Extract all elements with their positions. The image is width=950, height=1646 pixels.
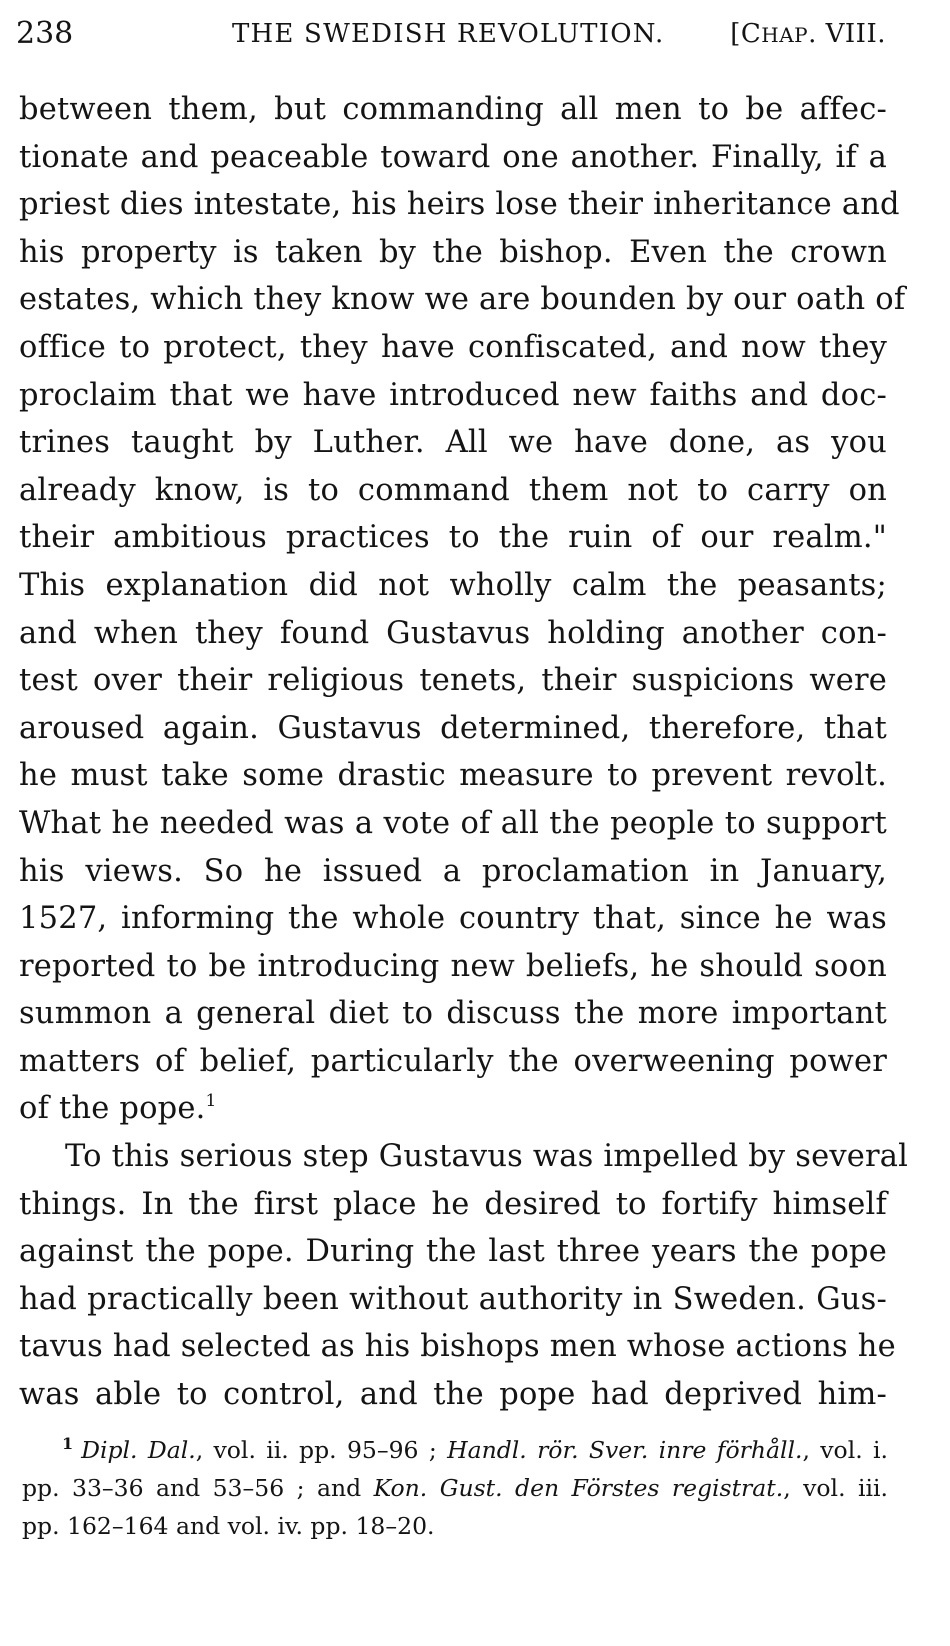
- footnote-line: pp. 162–164 and vol. iv. pp. 18–20.: [22, 1512, 435, 1540]
- chapter-label: [730, 14, 886, 55]
- chapter-label-rest: . VIII.: [808, 19, 886, 49]
- footnote: [22, 1431, 888, 1545]
- citation-detail: pp. 33–36 and 53–56 ; and: [22, 1474, 374, 1502]
- text-line: This explanation did not wholly calm the peasants;: [19, 567, 887, 603]
- paragraph-start-line: To this serious step Gustavus was impelled by several: [65, 1139, 909, 1175]
- text-line: summon a general diet to discuss the more important: [19, 996, 887, 1032]
- text-line: proclaim that we have introduced new faiths and doc-: [19, 377, 887, 413]
- citation-detail: , vol. ii. pp. 95–96 ;: [195, 1436, 448, 1464]
- citation-title: Dipl. Dal.: [81, 1436, 196, 1464]
- text-line: his views. So he issued a proclamation in January,: [19, 853, 887, 889]
- text-line: aroused again. Gustavus determined, therefore, that: [19, 710, 887, 746]
- footnote-line: [22, 1469, 888, 1507]
- text-line: of the pope.: [19, 1091, 206, 1127]
- text-line: office to protect, they have confiscated, and now they: [19, 329, 887, 365]
- text-line: and when they found Gustavus holding another con-: [19, 615, 887, 651]
- text-line: matters of belief, particularly the overweening power: [19, 1043, 887, 1079]
- body-text: [19, 86, 909, 1419]
- chapter-label-small: HAP: [761, 23, 809, 47]
- text-line: his property is taken by the bishop. Even the crown: [19, 234, 887, 270]
- text-line: tavus had selected as his bishops men whose actions he: [19, 1329, 896, 1365]
- citation-detail: , vol. i.: [802, 1436, 889, 1464]
- citation-title: Kon. Gust. den Förstes registrat.: [373, 1474, 784, 1502]
- citation-title: Handl. rör. Sver. inre förhåll.: [447, 1436, 803, 1464]
- text-line: things. In the first place he desired to fortify himself: [19, 1186, 887, 1222]
- text-line: tionate and peaceable toward one another. Finally, if a: [19, 139, 887, 175]
- footnote-line: [22, 1431, 888, 1469]
- running-title: THE SWEDISH REVOLUTION.: [232, 19, 665, 49]
- text-line: priest dies intestate, his heirs lose their inheritance and: [19, 187, 900, 223]
- page-number: 238: [16, 16, 74, 51]
- text-line: their ambitious practices to the ruin of our realm.": [19, 520, 887, 556]
- footnote-mark: 1: [62, 1434, 74, 1453]
- chapter-label-open: [C: [730, 19, 762, 49]
- text-line: between them, but commanding all men to be affec-: [19, 92, 887, 127]
- text-line: against the pope. During the last three years the pope: [19, 1234, 887, 1270]
- text-line: reported to be introducing new beliefs, he should soon: [19, 948, 887, 984]
- citation-detail: , vol. iii.: [783, 1474, 888, 1502]
- text-line: test over their religious tenets, their suspicions were: [19, 663, 887, 699]
- text-line: estates, which they know we are bounden by our oath of: [19, 282, 906, 318]
- text-line: had practically been without authority in Sweden. Gus-: [19, 1281, 887, 1317]
- text-line: What he needed was a vote of all the people to support: [19, 805, 887, 841]
- text-line: already know, is to command them not to carry on: [19, 472, 887, 508]
- text-line-with-footnote: [19, 1085, 887, 1133]
- text-line: 1527, informing the whole country that, since he was: [19, 901, 887, 937]
- text-line: was able to control, and the pope had deprived him-: [19, 1377, 887, 1413]
- running-header: [16, 14, 886, 54]
- text-line: trines taught by Luther. All we have done, as you: [19, 425, 887, 461]
- footnote-reference[interactable]: 1: [205, 1091, 217, 1112]
- text-line: he must take some drastic measure to prevent revolt.: [19, 758, 887, 794]
